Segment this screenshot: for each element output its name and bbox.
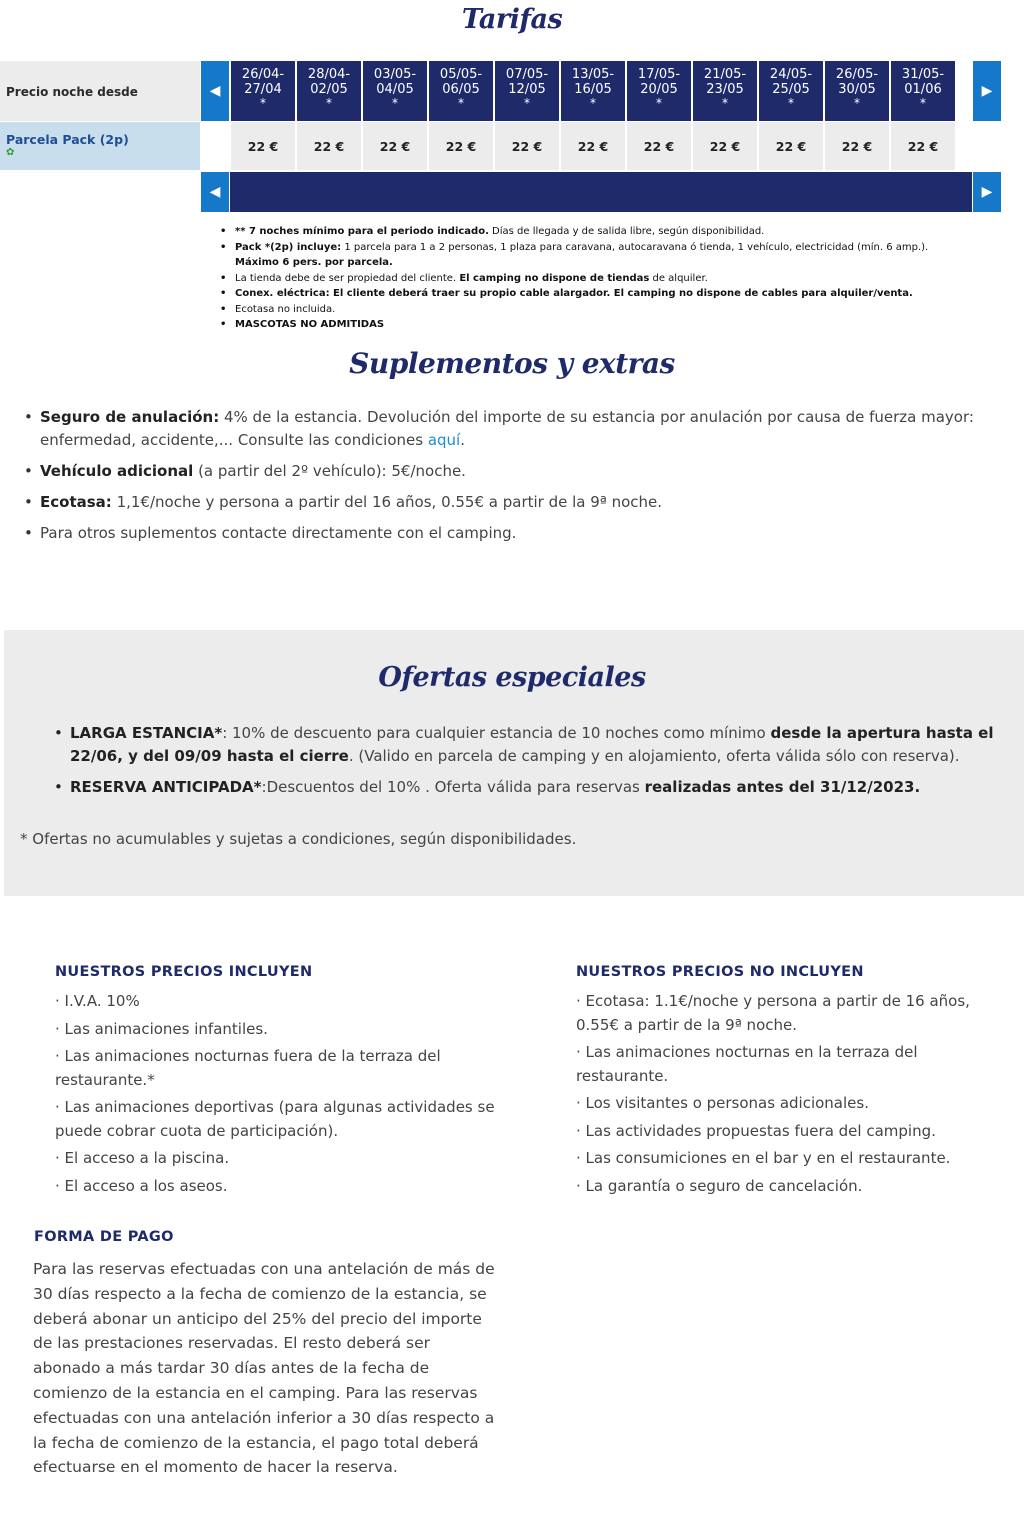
date-to: 06/05 <box>442 82 480 97</box>
offer-item: • RESERVA ANTICIPADA*:Descuentos del 10% . Oferta válida para reservas realizadas antes del 31/12/2023. <box>52 776 1012 799</box>
suplementos-title: Suplementos y extras <box>349 347 675 380</box>
supplements-list <box>22 406 1007 553</box>
date-column-header <box>759 61 823 121</box>
list-item: · Las animaciones deportivas (para algunas actividades se puede cobrar cuota de participación). <box>55 1098 495 1140</box>
date-to: 01/06 <box>904 82 942 97</box>
price-cell[interactable]: 22 € <box>297 122 361 170</box>
list-item: · El acceso a la piscina. <box>55 1149 230 1167</box>
date-mark: * <box>656 96 662 110</box>
note-item: • ** 7 noches mínimo para el periodo indicado. Días de llegada y de salida libre, según disponibilidad. <box>220 224 1000 240</box>
date-from: 13/05- <box>571 67 615 82</box>
date-from: 17/05- <box>637 67 681 82</box>
payment-title: FORMA DE PAGO <box>34 1229 174 1245</box>
price-cell[interactable]: 22 € <box>627 122 691 170</box>
date-mark: * <box>458 96 464 110</box>
rate-notes <box>220 224 1000 333</box>
date-column-header <box>561 61 625 121</box>
scroll-right-bottom-button[interactable]: ▶ <box>973 172 1001 212</box>
date-mark: * <box>260 96 266 110</box>
table-spacer <box>229 122 230 170</box>
note-item: • La tienda debe de ser propiedad del cliente. El camping no dispone de tiendas de alquiler. <box>220 271 1000 287</box>
date-from: 31/05- <box>901 67 945 82</box>
list-item: • Vehículo adicional (a partir del 2º vehículo): 5€/noche. <box>22 460 1007 483</box>
list-item: · Las animaciones nocturnas fuera de la terraza del restaurante.* <box>55 1047 441 1089</box>
date-mark: * <box>722 96 728 110</box>
date-to: 20/05 <box>640 82 678 97</box>
price-row-header: Precio noche desde <box>0 61 200 121</box>
price-cell[interactable]: 22 € <box>825 122 889 170</box>
list-item: · Las actividades propuestas fuera del camping. <box>576 1121 936 1140</box>
date-column-header <box>693 61 757 121</box>
note-item: • Pack *(2p) incluye: 1 parcela para 1 a 2 personas, 1 plaza para caravana, autocaravana ó tienda, 1 vehículo, electricidad (mín. 6 amp.). Máximo 6 pers. por parcela. <box>220 240 1000 271</box>
list-item: • Seguro de anulación: 4% de la estancia. Devolución del importe de su estancia por anulación por causa de fuerza mayor: enfermedad, accidente,... Consulte las condiciones aquí. <box>22 406 1007 452</box>
scroll-left-bottom-button[interactable]: ◀ <box>201 172 229 212</box>
list-item: · Los visitantes o personas adicionales. <box>576 1094 869 1112</box>
price-cell[interactable]: 22 € <box>363 122 427 170</box>
scroll-right-button[interactable]: ▶ <box>973 61 1001 121</box>
price-cell[interactable]: 22 € <box>891 122 955 170</box>
leaf-icon: ✿ <box>6 147 15 158</box>
date-from: 28/04- <box>307 67 351 82</box>
list-item: · Las animaciones infantiles. <box>55 1019 268 1038</box>
tarifas-title: Tarifas <box>461 4 563 35</box>
date-to: 27/04 <box>244 82 282 97</box>
date-column-header <box>429 61 493 121</box>
excludes-title: NUESTROS PRECIOS NO INCLUYEN <box>576 964 864 980</box>
price-cell[interactable]: 22 € <box>429 122 493 170</box>
price-cell[interactable]: 22 € <box>561 122 625 170</box>
note-item: • Conex. eléctrica: El cliente deberá traer su propio cable alargador. El camping no dispone de cables para alquiler/venta. <box>220 286 1000 302</box>
includes-title: NUESTROS PRECIOS INCLUYEN <box>55 964 313 980</box>
date-to: 12/05 <box>508 82 546 97</box>
date-mark: * <box>854 96 860 110</box>
date-mark: * <box>326 96 332 110</box>
list-item: · El acceso a los aseos. <box>55 1176 228 1195</box>
scroll-left-button[interactable]: ◀ <box>201 61 229 121</box>
date-mark: * <box>590 96 596 110</box>
ofertas-title: Ofertas especiales <box>378 662 646 693</box>
list-item: · La garantía o seguro de cancelación. <box>576 1176 863 1195</box>
date-mark: * <box>920 96 926 110</box>
date-to: 23/05 <box>706 82 744 97</box>
product-name[interactable]: Parcela Pack (2p) <box>6 132 129 147</box>
date-to: 04/05 <box>376 82 414 97</box>
date-column-header <box>891 61 955 121</box>
list-item: · Las consumiciones en el bar y en el restaurante. <box>576 1149 951 1167</box>
product-cell[interactable] <box>0 122 200 170</box>
date-from: 03/05- <box>373 67 417 82</box>
price-cell[interactable]: 22 € <box>231 122 295 170</box>
offers-note: * Ofertas no acumulables y sujetas a condiciones, según disponibilidades. <box>20 830 577 848</box>
date-column-header <box>363 61 427 121</box>
date-column-header <box>297 61 361 121</box>
date-to: 25/05 <box>772 82 810 97</box>
date-column-header <box>495 61 559 121</box>
date-from: 07/05- <box>505 67 549 82</box>
date-mark: * <box>788 96 794 110</box>
note-item: • MASCOTAS NO ADMITIDAS <box>220 317 1000 333</box>
date-mark: * <box>392 96 398 110</box>
note-item: • Ecotasa no incluida. <box>220 302 1000 318</box>
date-from: 26/05- <box>835 67 879 82</box>
list-item: · Ecotasa: 1.1€/noche y persona a partir de 16 años, 0.55€ a partir de la 9ª noche. <box>576 992 970 1034</box>
date-from: 05/05- <box>439 67 483 82</box>
date-from: 24/05- <box>769 67 813 82</box>
date-from: 21/05- <box>703 67 747 82</box>
date-to: 02/05 <box>310 82 348 97</box>
horizontal-scrollbar[interactable] <box>230 172 972 212</box>
date-column-header <box>231 61 295 121</box>
price-cell[interactable]: 22 € <box>693 122 757 170</box>
list-item: • Ecotasa: 1,1€/noche y persona a partir del 16 años, 0.55€ a partir de la 9ª noche. <box>22 491 1007 514</box>
date-column-header <box>627 61 691 121</box>
date-from: 26/04- <box>241 67 285 82</box>
price-cell[interactable]: 22 € <box>495 122 559 170</box>
payment-text: Para las reservas efectuadas con una antelación de más de 30 días respecto a la fecha de comienzo de la estancia, se deberá abonar un anticipo del 25% del precio del importe de las prestaciones reservadas. El resto deberá ser abonado a más tardar 30 días antes de la fecha de comienzo de la estancia en el camping. Para las reservas efectuadas con una antelación inferior a 30 días respecto a la fecha de comienzo de la estancia, el pago total deberá efectuarse en el momento de hacer la reserva. <box>33 1260 495 1477</box>
list-item: • Para otros suplementos contacte directamente con el camping. <box>22 522 1007 545</box>
date-to: 30/05 <box>838 82 876 97</box>
date-to: 16/05 <box>574 82 612 97</box>
includes-list <box>55 990 495 1202</box>
excludes-list <box>576 990 1001 1202</box>
offer-item: • LARGA ESTANCIA*: 10% de descuento para cualquier estancia de 10 noches como mínimo desde la apertura hasta el 22/06, y del 09/09 hasta el cierre. (Valido en parcela de camping y en alojamiento, oferta válida sólo con reserva). <box>52 722 1012 768</box>
offers-list <box>52 722 1012 807</box>
list-item: · I.V.A. 10% <box>55 992 140 1010</box>
conditions-link[interactable]: aquí <box>427 431 461 449</box>
date-mark: * <box>524 96 530 110</box>
price-cell[interactable]: 22 € <box>759 122 823 170</box>
date-column-header <box>825 61 889 121</box>
list-item: · Las animaciones nocturnas en la terraza del restaurante. <box>576 1043 918 1085</box>
